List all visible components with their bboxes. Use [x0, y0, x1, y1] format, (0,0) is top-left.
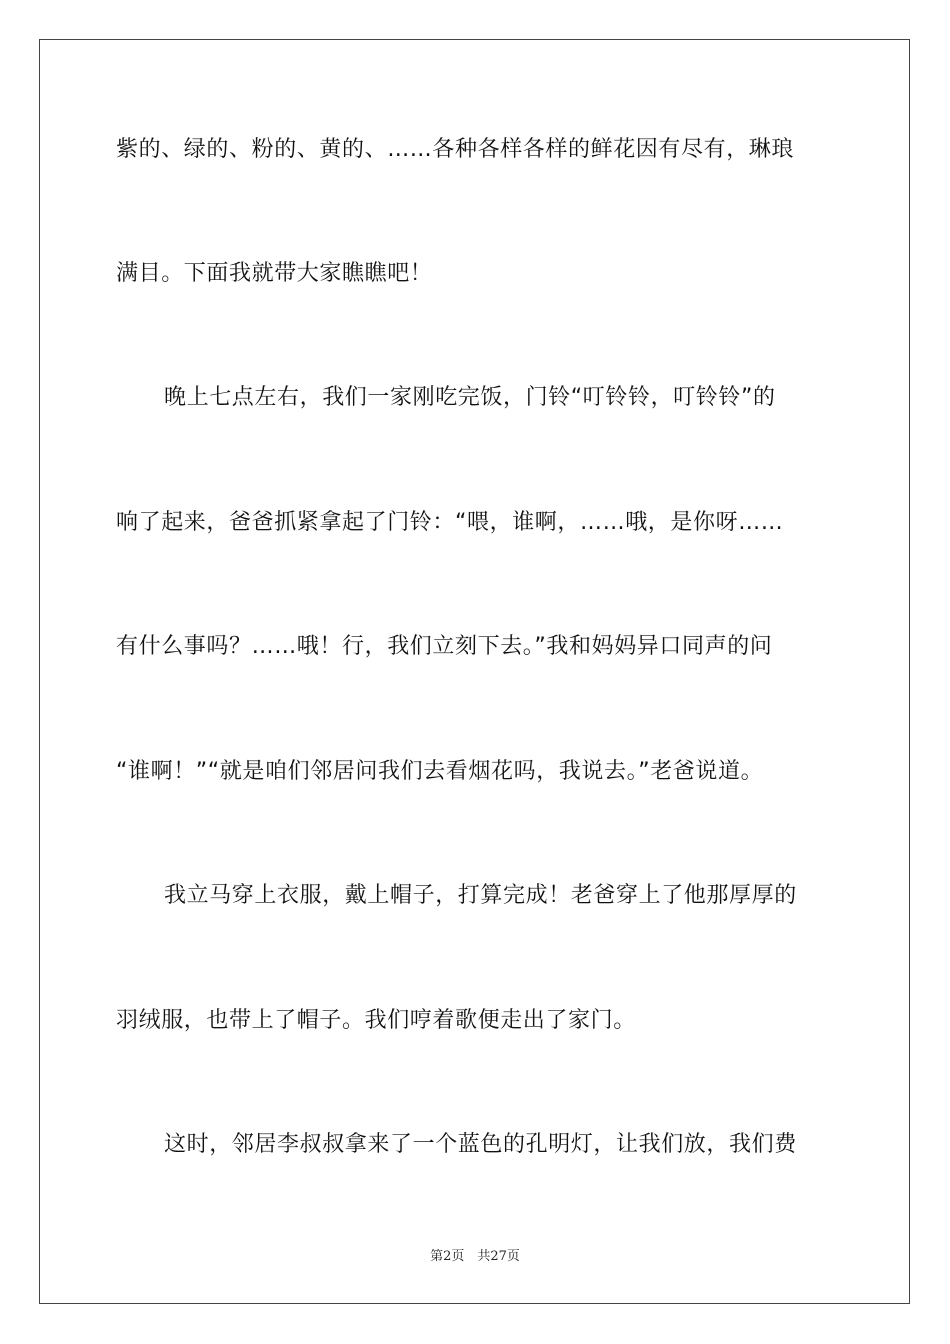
paragraph-start-line: 晚上七点左右，我们一家刚吃完饭，门铃“叮铃铃，叮铃铃”的 [164, 385, 776, 410]
body-text-line: 满目。下面我就带大家瞧瞧吧！ [116, 261, 433, 286]
paragraph-start-line: 这时，邻居李叔叔拿来了一个蓝色的孔明灯，让我们放，我们费 [164, 1132, 797, 1157]
body-text-line: 紫的、绿的、粉的、黄的、……各种各样各样的鲜花因有尽有，琳琅 [116, 137, 795, 162]
body-text-line: 响了起来，爸爸抓紧拿起了门铃：“喂，谁啊，……哦，是你呀…… [116, 510, 784, 535]
body-text-line: 羽绒服，也带上了帽子。我们哼着歌便走出了家门。 [116, 1008, 636, 1033]
paragraph-start-line: 我立马穿上衣服，戴上帽子，打算完成！老爸穿上了他那厚厚的 [164, 883, 797, 908]
page-number-footer: 第2页 共27页 [430, 1249, 520, 1264]
page-border [39, 39, 910, 1304]
body-text-line: 有什么事吗？……哦！行，我们立刻下去。”我和妈妈异口同声的问 [116, 634, 773, 659]
body-text-line: “谁啊！”“就是咱们邻居问我们去看烟花吗，我说去。”老爸说道。 [116, 759, 764, 784]
